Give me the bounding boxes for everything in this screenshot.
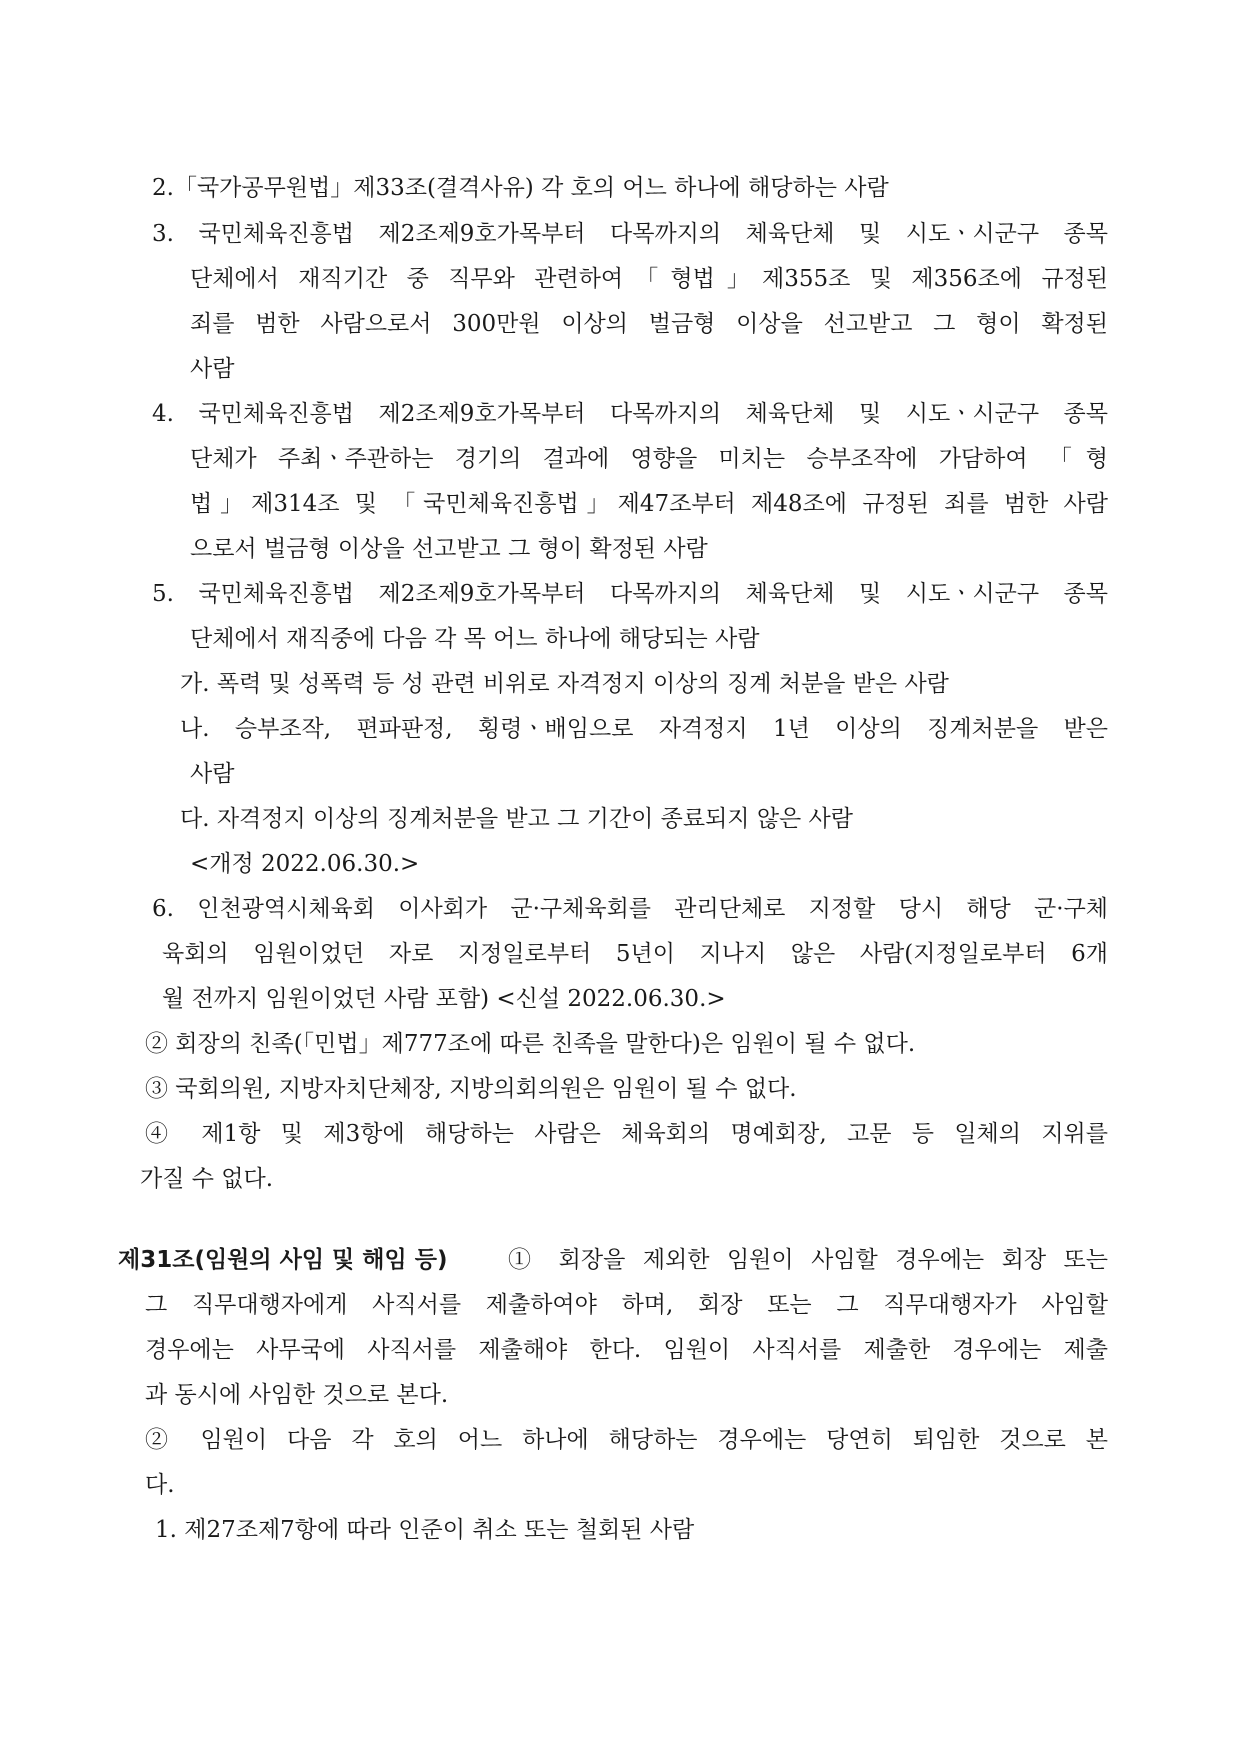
item-6-line-3: 월 전까지 임원이었던 사람 포함) <신설 2022.06.30.> [162, 986, 726, 1012]
article-31-line-2: 그 직무대행자에게 사직서를 제출하여야 하며, 회장 또는 그 직무대행자가 사임할 [145, 1292, 1108, 1318]
paragraph-3-officials: ③ 국회의원, 지방자치단체장, 지방의회의원은 임원이 될 수 없다. [145, 1076, 797, 1102]
amendment-note: <개정 2022.06.30.> [190, 851, 420, 877]
subitem-na-line-1: 나. 승부조작, 편파판정, 횡령ㆍ배임으로 자격정지 1년 이상의 징계처분을 받은 [180, 716, 1108, 742]
subitem-da: 다. 자격정지 이상의 징계처분을 받고 그 기간이 종료되지 않은 사람 [180, 806, 853, 832]
article-31-line-3: 경우에는 사무국에 사직서를 제출해야 한다. 임원이 사직서를 제출한 경우에는 제출 [145, 1337, 1108, 1363]
item-3-line-3: 죄를 범한 사람으로서 300만원 이상의 벌금형 이상을 선고받고 그 형이 확정된 [190, 311, 1108, 337]
item-4-line-2: 단체가 주최ㆍ주관하는 경기의 결과에 영향을 미치는 승부조작에 가담하여 「형 [190, 446, 1108, 472]
item-4-line-4: 으로서 벌금형 이상을 선고받고 그 형이 확정된 사람 [190, 536, 708, 562]
article-31-paragraph-2-line-2: 다. [145, 1472, 175, 1498]
article-31-title: 제31조(임원의 사임 및 해임 등) [118, 1247, 448, 1273]
item-6-line-2: 육회의 임원이었던 자로 지정일로부터 5년이 지나지 않은 사람(지정일로부터 6개 [162, 941, 1108, 967]
article-31-first-line-text: ① 회장을 제외한 임원이 사임할 경우에는 회장 또는 [508, 1247, 1108, 1273]
item-2-national-public-officials-act: 2.「국가공무원법」제33조(결격사유) 각 호의 어느 하나에 해당하는 사람 [152, 175, 889, 201]
item-3-line-1: 3. 국민체육진흥법 제2조제9호가목부터 다목까지의 체육단체 및 시도ㆍ시군구 종목 [152, 221, 1108, 247]
item-3-line-2: 단체에서 재직기간 중 직무와 관련하여「형법」제355조 및 제356조에 규정된 [190, 266, 1108, 292]
subitem-ga: 가. 폭력 및 성폭력 등 성 관련 비위로 자격정지 이상의 징계 처분을 받은 사람 [180, 671, 949, 697]
article-31-first-line [118, 1245, 1108, 1275]
article-31-paragraph-2-line-1: ② 임원이 다음 각 호의 어느 하나에 해당하는 경우에는 당연히 퇴임한 것으로 본 [145, 1427, 1108, 1453]
item-3-line-4: 사람 [190, 356, 235, 382]
paragraph-4-line-1: ④ 제1항 및 제3항에 해당하는 사람은 체육회의 명예회장, 고문 등 일체의 지위를 [145, 1121, 1108, 1147]
item-6-line-1: 6. 인천광역시체육회 이사회가 군·구체육회를 관리단체로 지정할 당시 해당 군·구체 [152, 896, 1108, 922]
item-4-line-3: 법」제314조 및 「국민체육진흥법」제47조부터 제48조에 규정된 죄를 범한 사람 [190, 491, 1108, 517]
paragraph-4-line-2: 가질 수 없다. [140, 1166, 274, 1192]
item-4-line-1: 4. 국민체육진흥법 제2조제9호가목부터 다목까지의 체육단체 및 시도ㆍ시군구 종목 [152, 401, 1108, 427]
article-31-line-4: 과 동시에 사임한 것으로 본다. [145, 1382, 449, 1408]
article-31-item-1: 1. 제27조제7항에 따라 인준이 취소 또는 철회된 사람 [155, 1517, 695, 1543]
item-5-line-1: 5. 국민체육진흥법 제2조제9호가목부터 다목까지의 체육단체 및 시도ㆍ시군구 종목 [152, 581, 1108, 607]
item-5-line-2: 단체에서 재직중에 다음 각 목 어느 하나에 해당되는 사람 [190, 626, 760, 652]
subitem-na-line-2: 사람 [190, 761, 235, 787]
paragraph-2-relatives: ② 회장의 친족(「민법」제777조에 따른 친족을 말한다)은 임원이 될 수 없다. [145, 1031, 916, 1057]
